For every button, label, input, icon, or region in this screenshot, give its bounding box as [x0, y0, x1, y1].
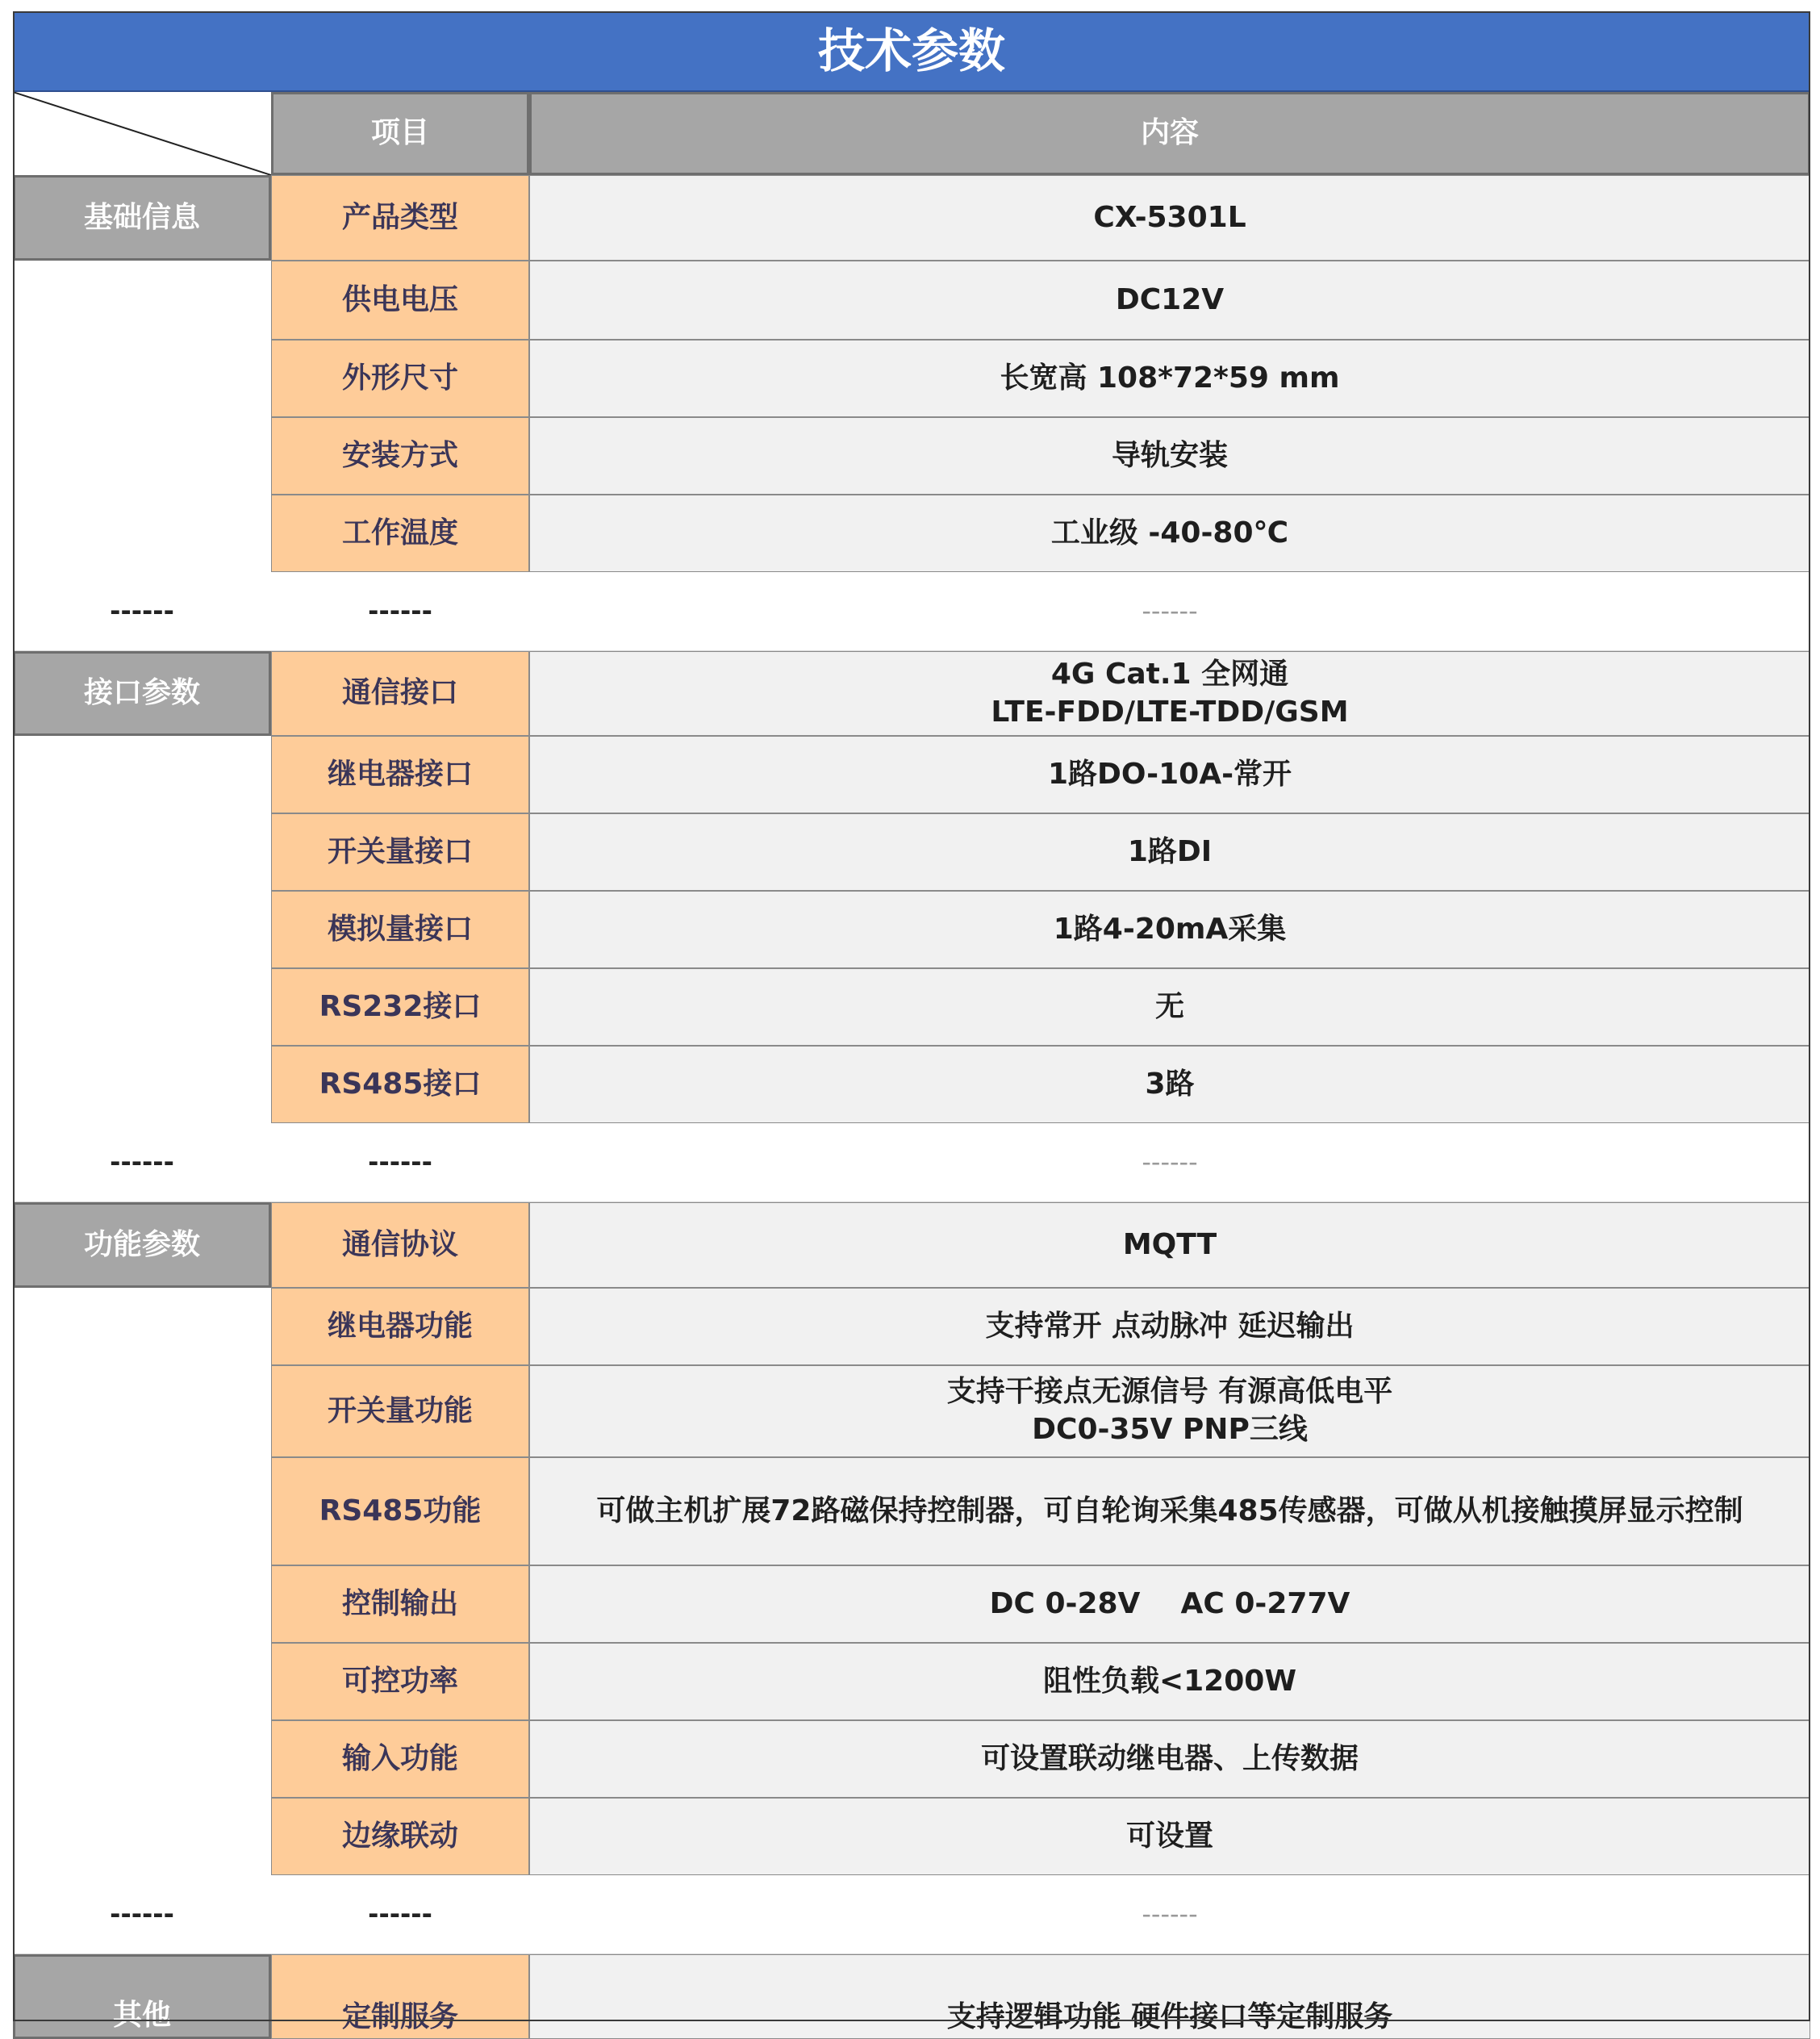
category-other: 其他: [13, 1954, 271, 2039]
item-cell: 输入功能: [271, 1720, 529, 1798]
item-cell: 外形尺寸: [271, 340, 529, 417]
separator-cell: ------: [271, 572, 529, 651]
header-item: 项目: [271, 92, 529, 175]
content-cell: 无: [529, 968, 1810, 1046]
category-spacer: [13, 736, 271, 1123]
content-cell: 1路DI: [529, 813, 1810, 891]
separator-cell: ------: [529, 572, 1810, 651]
item-cell: 开关量接口: [271, 813, 529, 891]
item-cell: 产品类型: [271, 175, 529, 261]
item-cell: 安装方式: [271, 417, 529, 495]
category-function-params: 功能参数: [13, 1202, 271, 1288]
item-cell: RS232接口: [271, 968, 529, 1046]
content-cell: 3路: [529, 1046, 1810, 1123]
diagonal-divider-icon: [13, 92, 271, 175]
content-cell: 阻性负载<1200W: [529, 1643, 1810, 1720]
content-cell: 支持干接点无源信号 有源高低电平 DC0-35V PNP三线: [529, 1365, 1810, 1457]
content-cell: DC12V: [529, 261, 1810, 340]
content-cell: 导轨安装: [529, 417, 1810, 495]
separator-cell: ------: [529, 1123, 1810, 1202]
content-cell: 4G Cat.1 全网通 LTE-FDD/LTE-TDD/GSM: [529, 651, 1810, 736]
content-cell: 可做主机扩展72路磁保持控制器，可自轮询采集485传感器，可做从机接触摸屏显示控制: [529, 1457, 1810, 1565]
item-cell: 定制服务: [271, 1954, 529, 2039]
content-cell: 1路DO-10A-常开: [529, 736, 1810, 813]
corner-cell: [13, 92, 271, 175]
separator-cell: ------: [271, 1123, 529, 1202]
item-cell: RS485接口: [271, 1046, 529, 1123]
content-cell: 支持逻辑功能 硬件接口等定制服务: [529, 1954, 1810, 2039]
content-cell: CX-5301L: [529, 175, 1810, 261]
content-cell: 可设置联动继电器、上传数据: [529, 1720, 1810, 1798]
item-cell: 可控功率: [271, 1643, 529, 1720]
content-cell: 工业级 -40-80℃: [529, 495, 1810, 572]
item-cell: 通信接口: [271, 651, 529, 736]
content-cell: DC 0-28V AC 0-277V: [529, 1565, 1810, 1643]
content-cell: 1路4-20mA采集: [529, 891, 1810, 968]
item-cell: 供电电压: [271, 261, 529, 340]
content-cell: MQTT: [529, 1202, 1810, 1288]
item-cell: 继电器功能: [271, 1288, 529, 1365]
separator-cell: ------: [13, 1875, 271, 1954]
content-cell: 长宽高 108*72*59 mm: [529, 340, 1810, 417]
separator-cell: ------: [271, 1875, 529, 1954]
sheet-title: 技术参数: [13, 11, 1810, 92]
item-cell: 模拟量接口: [271, 891, 529, 968]
category-spacer: [13, 1288, 271, 1875]
separator-cell: ------: [13, 572, 271, 651]
item-cell: 开关量功能: [271, 1365, 529, 1457]
item-cell: 控制输出: [271, 1565, 529, 1643]
category-interface-params: 接口参数: [13, 651, 271, 736]
item-cell: 工作温度: [271, 495, 529, 572]
content-cell: 支持常开 点动脉冲 延迟输出: [529, 1288, 1810, 1365]
item-cell: 通信协议: [271, 1202, 529, 1288]
separator-cell: ------: [13, 1123, 271, 1202]
separator-cell: ------: [529, 1875, 1810, 1954]
category-basic-info: 基础信息: [13, 175, 271, 261]
content-cell: 可设置: [529, 1798, 1810, 1875]
item-cell: 边缘联动: [271, 1798, 529, 1875]
header-content: 内容: [529, 92, 1810, 175]
item-cell: 继电器接口: [271, 736, 529, 813]
item-cell: RS485功能: [271, 1457, 529, 1565]
category-spacer: [13, 261, 271, 572]
